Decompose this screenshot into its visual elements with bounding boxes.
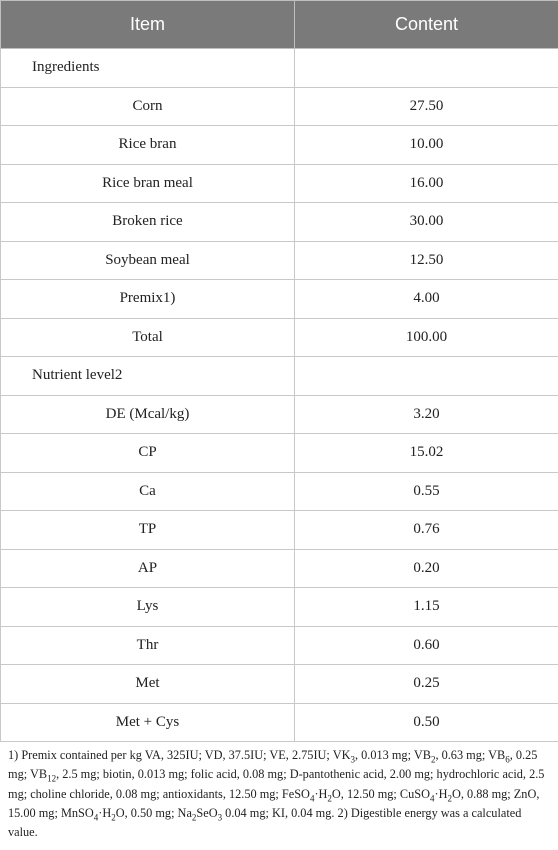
table-row [1,87,558,126]
item-cell: Soybean meal [1,241,295,280]
footnote-text: , 0.63 mg; VB [435,748,506,762]
item-cell: CP [1,434,295,473]
footnote-text: , 0.25 mg; VB [8,748,538,782]
header-item: Item [1,1,295,49]
footnote-text: 1) Premix contained per kg VA, 325IU; VD, 37.5IU; VE, 2.75IU; VK [8,748,351,762]
footnote-text: ·H [434,786,448,801]
footnote-subscript: 4 [309,793,315,804]
table-row [1,511,558,550]
table-row [1,665,558,704]
footnote-text: , 2.5 mg; biotin, 0.013 mg; folic acid, 0.08 mg; D-pantothenic acid, 2.00 mg; hydrochloric acid, 2.5 mg; choline chloride, 0.08 mg; antioxidants, 12.50 mg; FeSO [8,767,545,801]
table-row [1,703,558,742]
table-row [1,549,558,588]
content-cell [295,357,558,396]
content-cell: 12.50 [295,241,558,280]
table-row [1,318,558,357]
section-label: Nutrient level2 [1,357,295,396]
content-cell: 4.00 [295,280,558,319]
content-cell: 16.00 [295,164,558,203]
content-cell: 0.20 [295,549,558,588]
item-cell: Rice bran meal [1,164,295,203]
content-cell: 10.00 [295,126,558,165]
footnote-text: ·H [314,786,328,801]
content-cell: 0.25 [295,665,558,704]
table-row [1,203,558,242]
header-content: Content [295,1,558,49]
item-cell: Total [1,318,295,357]
content-cell: 100.00 [295,318,558,357]
table-footnote [0,742,558,842]
table-row [1,164,558,203]
table-row [1,588,558,627]
footnote-subscript: 12 [47,773,57,784]
footnote-subscript: 3 [350,754,355,765]
content-cell: 0.60 [295,626,558,665]
item-cell: DE (Mcal/kg) [1,395,295,434]
footnote-subscript: 2 [191,812,197,823]
content-cell [295,49,558,88]
footnote-subscript: 4 [93,812,99,823]
footnote-text: SeO [196,805,218,820]
item-cell: Premix1) [1,280,295,319]
item-cell: Rice bran [1,126,295,165]
footnote-subscript: 2 [327,793,332,804]
table-row [1,280,558,319]
table-row [1,126,558,165]
item-cell: Lys [1,588,295,627]
table-row [1,241,558,280]
item-cell: Met [1,665,295,704]
footnote-subscript: 6 [505,754,510,765]
footnote-subscript: 2 [111,812,116,823]
footnote-text: 0.04 mg; KI, 0.04 mg. 2) Digestible energy was a calculated value. [8,805,522,840]
table-row [1,395,558,434]
item-cell: Ca [1,472,295,511]
footnote-text: ·H [98,805,112,820]
footnote-subscript: 2 [430,754,436,765]
content-cell: 1.15 [295,588,558,627]
item-cell: AP [1,549,295,588]
table-header-row [1,1,558,49]
content-cell: 30.00 [295,203,558,242]
table-row [1,434,558,473]
content-cell: 3.20 [295,395,558,434]
content-cell: 0.55 [295,472,558,511]
content-cell: 0.76 [295,511,558,550]
footnote-subscript: 4 [429,793,435,804]
item-cell: Corn [1,87,295,126]
footnote-text: O, 12.50 mg; CuSO [331,786,430,801]
table-row [1,472,558,511]
content-cell: 0.50 [295,703,558,742]
section-row [1,357,558,396]
footnote-text: O, 0.50 mg; Na [115,805,192,820]
section-row [1,49,558,88]
item-cell: Met + Cys [1,703,295,742]
content-cell: 27.50 [295,87,558,126]
footnote-text: O, 0.88 mg; ZnO, 15.00 mg; MnSO [8,786,540,820]
footnote-text: , 0.013 mg; VB [354,748,431,762]
content-cell: 15.02 [295,434,558,473]
footnote-subscript: 2 [447,793,452,804]
item-cell: TP [1,511,295,550]
section-label: Ingredients [1,49,295,88]
item-cell: Broken rice [1,203,295,242]
footnote-subscript: 3 [217,812,223,823]
table-row [1,626,558,665]
table-body [1,49,558,742]
item-cell: Thr [1,626,295,665]
